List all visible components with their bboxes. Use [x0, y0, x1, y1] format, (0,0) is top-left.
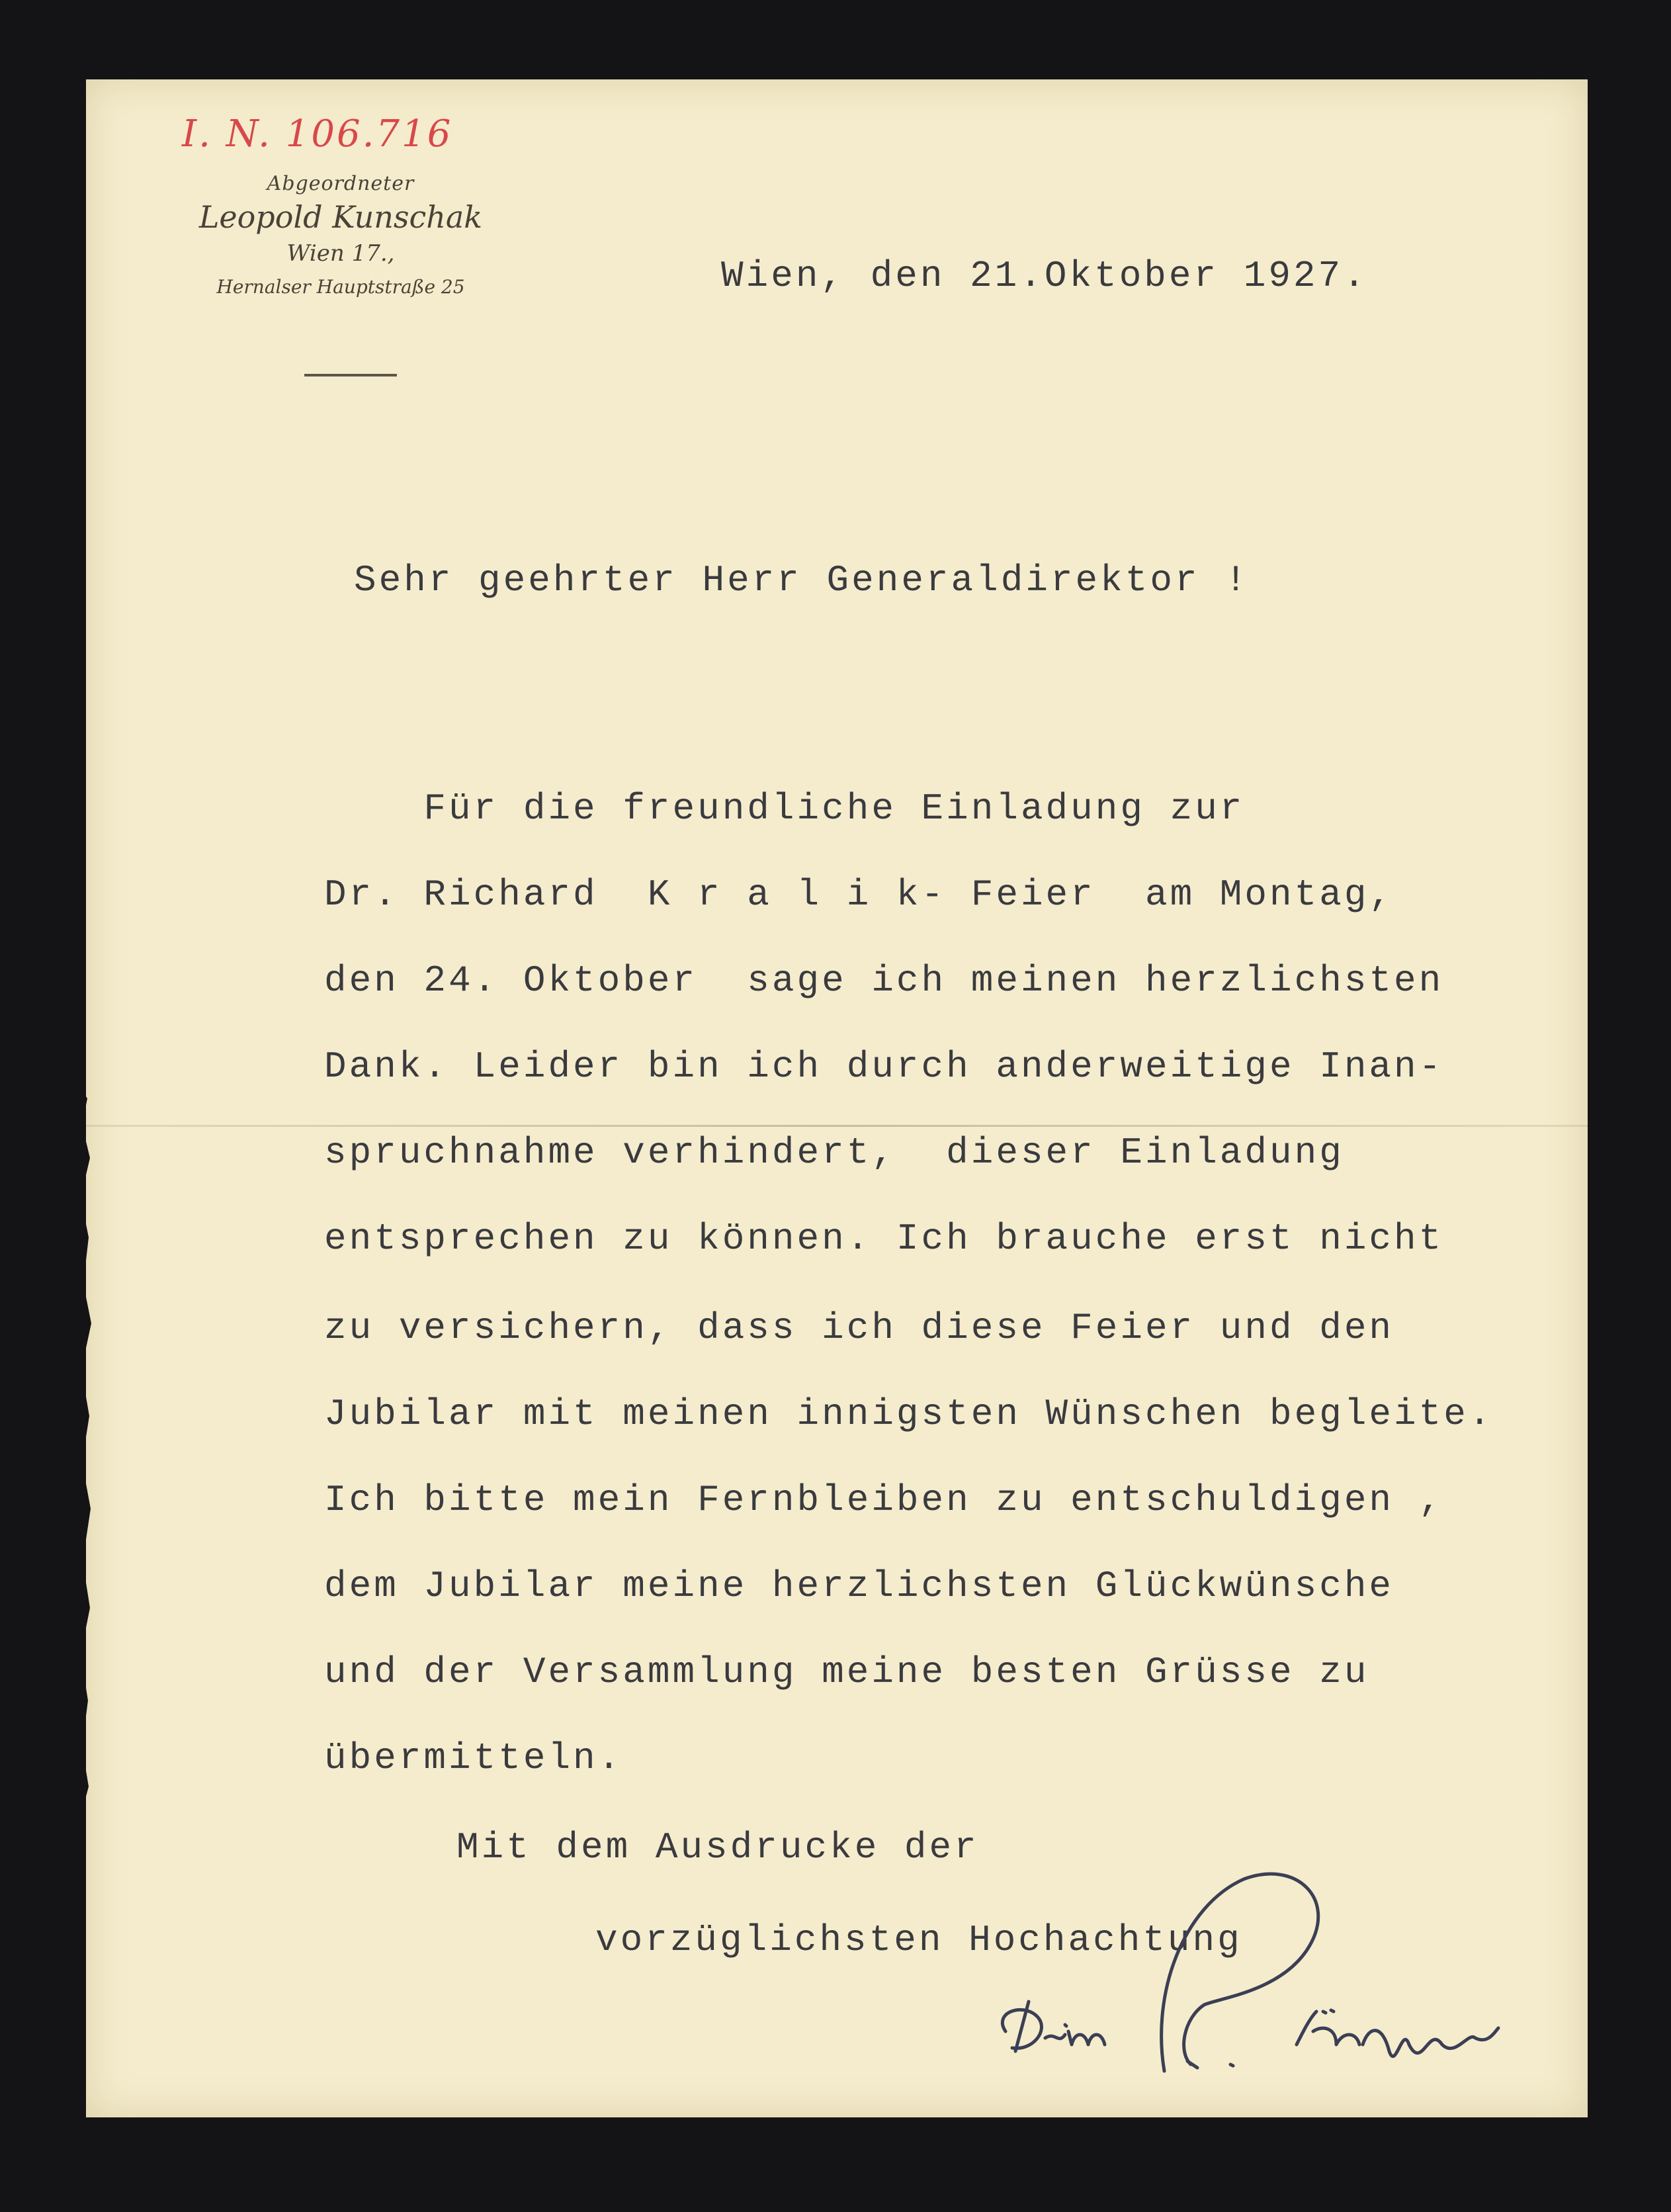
- letterhead-name: Leopold Kunschak: [198, 199, 483, 235]
- letterhead-city: Wien 17.,: [286, 240, 395, 267]
- closing-line-1: Mit dem Ausdrucke der: [456, 1826, 979, 1869]
- fold-line: [86, 1125, 1588, 1127]
- salutation: Sehr geehrter Herr Generaldirektor !: [354, 559, 1250, 601]
- letterhead-rule: [304, 374, 397, 376]
- body-line: entsprechen zu können. Ich brauche erst nicht: [324, 1217, 1444, 1260]
- body-line: Dank. Leider bin ich durch anderweitige Inan-: [324, 1045, 1444, 1088]
- body-line: Ich bitte mein Fernbleiben zu entschuldigen ,: [324, 1479, 1444, 1521]
- letterhead-street: Hernalser Hauptstraße 25: [216, 276, 465, 298]
- handwritten-signature: [966, 1833, 1561, 2111]
- letterhead-title: Abgeordneter: [267, 172, 415, 195]
- closing-line-2: vorzüglichsten Hochachtung: [595, 1919, 1242, 1961]
- body-line: spruchnahme verhindert, dieser Einladung: [324, 1131, 1344, 1174]
- date-line: Wien, den 21.Oktober 1927.: [721, 255, 1368, 297]
- inventory-number: I. N. 106.716: [182, 112, 453, 155]
- body-line: übermitteln.: [324, 1737, 623, 1779]
- torn-edge: [78, 1085, 105, 1826]
- letterhead: [185, 172, 496, 298]
- body-line: Jubilar mit meinen innigsten Wünschen begleite.: [324, 1393, 1494, 1435]
- body-line: dem Jubilar meine herzlichsten Glückwünsche: [324, 1565, 1394, 1607]
- body-line: Für die freundliche Einladung zur: [324, 787, 1245, 830]
- body-line: den 24. Oktober sage ich meinen herzlichsten: [324, 959, 1444, 1002]
- body-line: Dr. Richard K r a l i k- Feier am Montag,: [324, 873, 1394, 916]
- body-line: und der Versammlung meine besten Grüsse zu: [324, 1651, 1369, 1693]
- letter-sheet: [86, 79, 1588, 2117]
- body-line: zu versichern, dass ich diese Feier und den: [324, 1307, 1394, 1349]
